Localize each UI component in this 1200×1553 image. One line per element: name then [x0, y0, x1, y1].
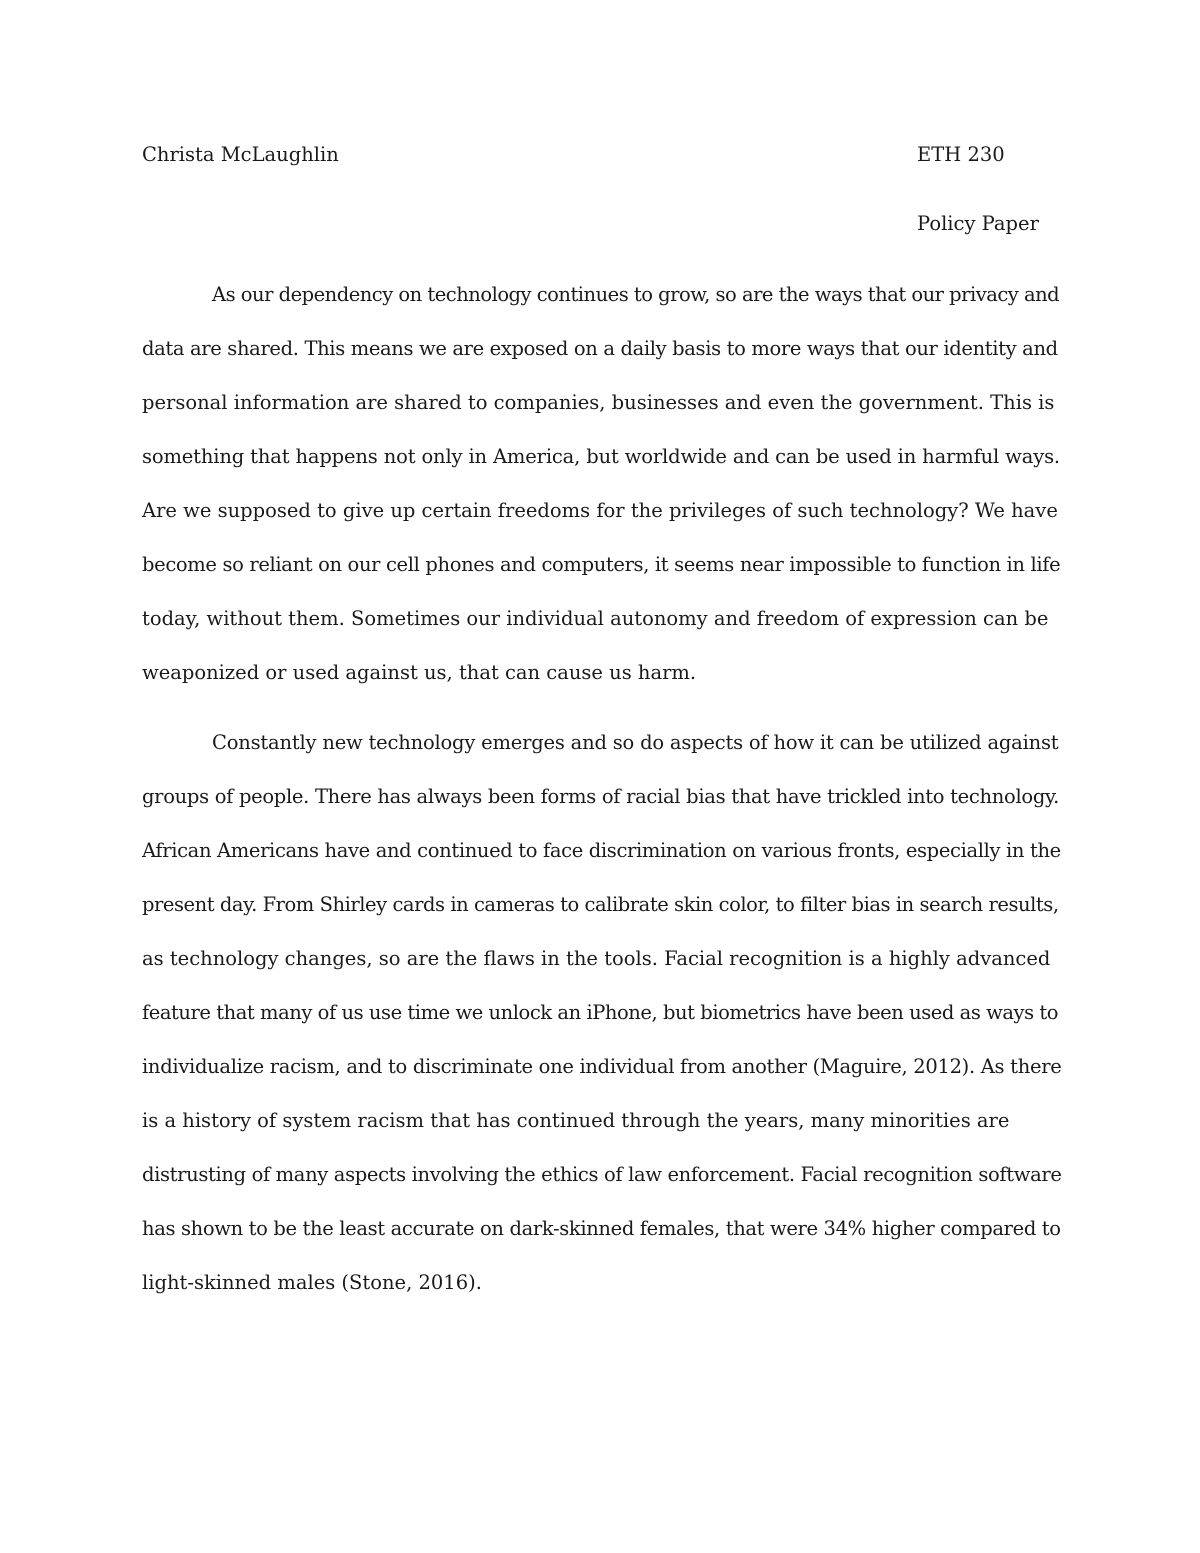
paragraph-line: become so reliant on our cell phones and computers, it seems near impossible to function in life	[142, 553, 1061, 576]
paragraph-line: African Americans have and continued to face discrimination on various fronts, especially in the	[142, 839, 1061, 862]
document-type: Policy Paper	[917, 212, 1039, 235]
paragraph-line: groups of people. There has always been forms of racial bias that have trickled into technology.	[142, 785, 1060, 808]
paragraph-line: has shown to be the least accurate on dark-skinned females, that were 34% higher compared to	[142, 1217, 1061, 1240]
paragraph-line: As our dependency on technology continues to grow, so are the ways that our privacy and	[212, 283, 1060, 306]
paragraph-line: distrusting of many aspects involving the ethics of law enforcement. Facial recognition software	[142, 1163, 1062, 1186]
paragraph-line: Are we supposed to give up certain freedoms for the privileges of such technology? We have	[142, 499, 1058, 522]
author-name: Christa McLaughlin	[142, 143, 339, 166]
paragraph-line: light-skinned males (Stone, 2016).	[142, 1271, 482, 1294]
paragraph-line: today, without them. Sometimes our individual autonomy and freedom of expression can be	[142, 607, 1049, 630]
paragraph-line: weaponized or used against us, that can cause us harm.	[142, 661, 697, 684]
paragraph-line: feature that many of us use time we unlock an iPhone, but biometrics have been used as ways to	[142, 1001, 1059, 1024]
course-code: ETH 230	[917, 143, 1005, 166]
paragraph-line: Constantly new technology emerges and so do aspects of how it can be utilized against	[212, 731, 1059, 754]
paragraph-line: personal information are shared to companies, businesses and even the government. This is	[142, 391, 1055, 414]
paragraph-line: is a history of system racism that has continued through the years, many minorities are	[142, 1109, 1010, 1132]
paragraph-line: something that happens not only in America, but worldwide and can be used in harmful ways.	[142, 445, 1060, 468]
paragraph-line: individualize racism, and to discriminate one individual from another (Maguire, 2012). As there	[142, 1055, 1062, 1078]
paragraph-line: as technology changes, so are the flaws in the tools. Facial recognition is a highly advanced	[142, 947, 1051, 970]
paragraph-line: present day. From Shirley cards in cameras to calibrate skin color, to filter bias in search results,	[142, 893, 1059, 916]
paragraph-line: data are shared. This means we are exposed on a daily basis to more ways that our identity and	[142, 337, 1058, 360]
